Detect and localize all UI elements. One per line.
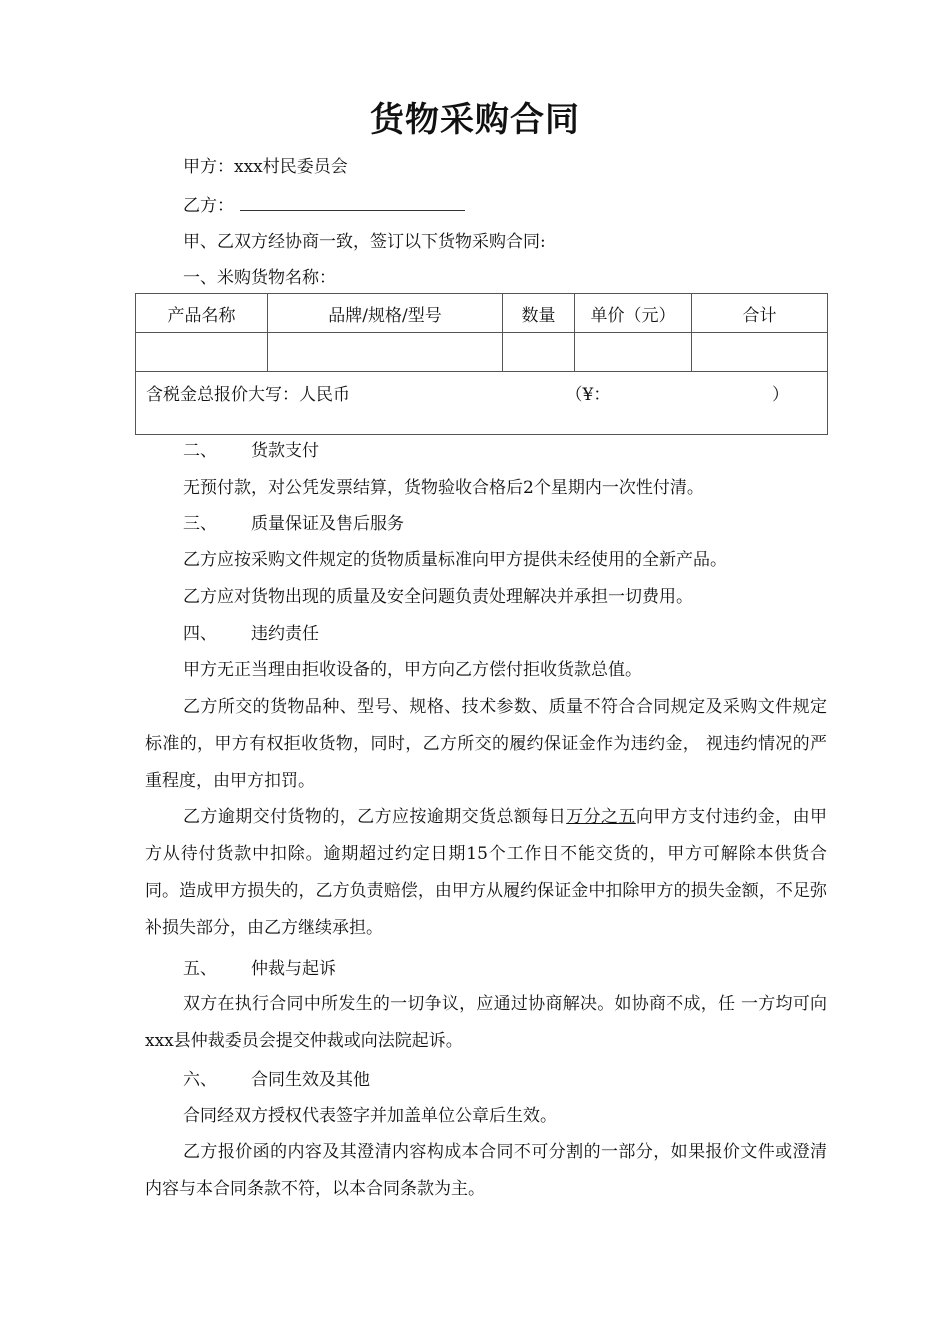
party-b-blank xyxy=(240,192,465,211)
section-number: 四、 xyxy=(183,624,217,644)
cell-total xyxy=(692,333,828,372)
section-heading xyxy=(183,512,404,536)
effect-paragraph-1: 合同经双方授权代表签字并加盖单位公章后生效。 xyxy=(183,1106,557,1126)
total-cell xyxy=(136,372,828,435)
cell-unit-price xyxy=(575,333,692,372)
quality-paragraph-1: 乙方应按采购文件规定的货物质量标准向甲方提供未经使用的全新产品。 xyxy=(183,550,727,570)
table-total-row xyxy=(136,372,828,435)
section-number: 二、 xyxy=(183,441,217,461)
table-row xyxy=(136,333,828,372)
breach-paragraph-3-text-a: 乙方逾期交付货物的，乙方应按逾期交货总额每日 xyxy=(183,807,567,827)
quality-paragraph-2: 乙方应对货物出现的质量及安全问题负责处理解决并承担一切费用。 xyxy=(183,587,693,607)
section1-title: 一、米购货物名称： xyxy=(183,268,336,288)
total-close: ） xyxy=(772,385,789,405)
party-b-label: 乙方： xyxy=(183,196,234,216)
section-number: 六、 xyxy=(183,1070,217,1090)
breach-paragraph-2: 乙方所交的货物品种、型号、规格、技术参数、质量不符合合同规定及采购文件规定标准的，甲方有权拒收货物，同时，乙方所交的履约保证金作为违约金， 视违约情况的严重程度，由甲方扣罚。 xyxy=(145,697,827,791)
cell-quantity xyxy=(503,333,575,372)
header-brand-spec: 品牌/规格/型号 xyxy=(268,294,503,333)
breach-paragraph-3 xyxy=(145,799,827,947)
penalty-rate: 万分之五 xyxy=(566,807,636,827)
header-total: 合计 xyxy=(692,294,828,333)
table-header-row xyxy=(136,294,828,333)
section-title: 货款支付 xyxy=(251,441,319,461)
effect-paragraph-2: 乙方报价函的内容及其澄清内容构成本合同不可分割的一部分，如果报价文件或澄清内容与本合同条款不符，以本合同条款为主。 xyxy=(145,1142,827,1199)
header-product-name: 产品名称 xyxy=(136,294,268,333)
total-figure: （¥： xyxy=(565,385,611,405)
section-number: 五、 xyxy=(183,959,217,979)
header-quantity: 数量 xyxy=(503,294,575,333)
goods-table xyxy=(135,293,828,435)
total-label: 含税金总报价大写：人民币 xyxy=(146,385,350,405)
section-number: 三、 xyxy=(183,514,217,534)
payment-paragraph: 无预付款，对公凭发票结算，货物验收合格后2个星期内一次性付清。 xyxy=(183,478,704,498)
section-heading xyxy=(183,1068,370,1092)
intro-text: 甲、乙双方经协商一致，签订以下货物采购合同: xyxy=(183,232,546,252)
section-heading xyxy=(183,622,319,646)
arbitration-paragraph: 双方在执行合同中所发生的一切争议，应通过协商解决。如协商不成，任 一方均可向xxx县仲裁委员会提交仲裁或向法院起诉。 xyxy=(145,994,827,1051)
section-title: 质量保证及售后服务 xyxy=(251,514,404,534)
party-b xyxy=(183,192,465,218)
section-title: 违约责任 xyxy=(251,624,319,644)
section-title: 合同生效及其他 xyxy=(251,1070,370,1090)
breach-paragraph-3-text-b: 向甲方支付违约金，由甲方从待付货款中扣除。逾期超过约定日期15个工作日不能交货的，甲方可解除本供货合同。造成甲方损失的，乙方负责赔偿，由甲方从履约保证金中扣除甲方的损失金额，不足弥补损失部分，由乙方继续承担。 xyxy=(145,807,828,938)
section-heading xyxy=(183,439,319,463)
section-title: 仲裁与起诉 xyxy=(251,959,336,979)
breach-paragraph-1: 甲方无正当理由拒收设备的，甲方向乙方偿付拒收货款总值。 xyxy=(183,660,642,680)
cell-brand-spec xyxy=(268,333,503,372)
header-unit-price: 单价（元） xyxy=(575,294,692,333)
document-title: 货物采购合同 xyxy=(370,100,580,140)
cell-product-name xyxy=(136,333,268,372)
party-a: 甲方：xxx村民委员会 xyxy=(183,157,348,177)
section-heading xyxy=(183,957,336,981)
